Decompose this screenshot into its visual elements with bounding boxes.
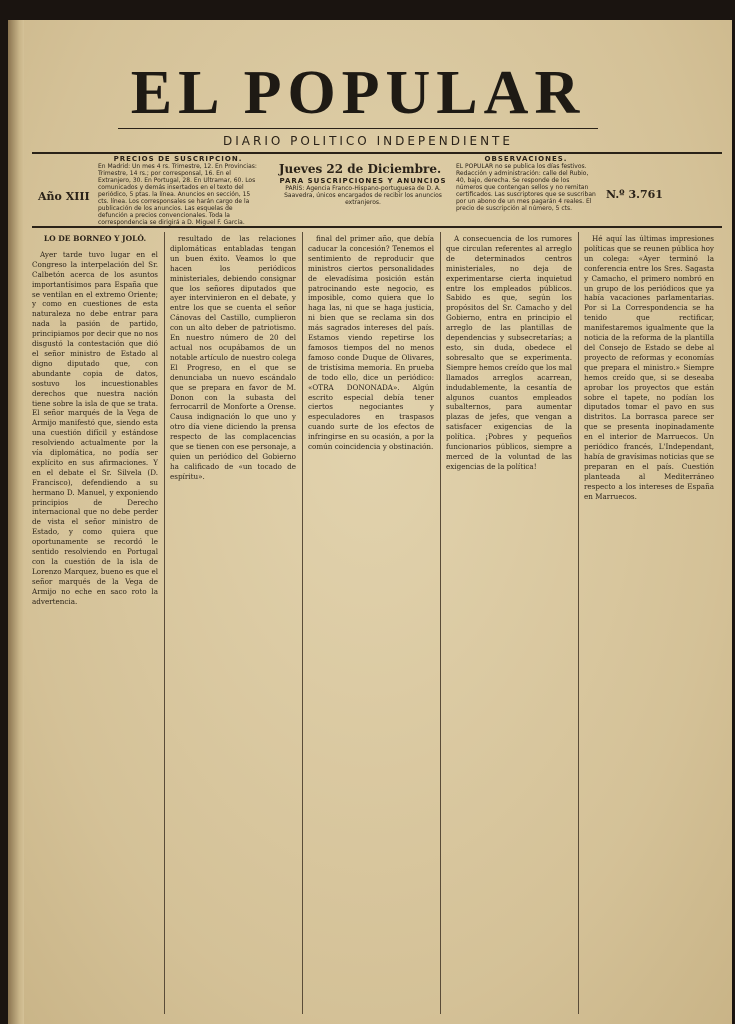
header-bottom-rule — [32, 226, 722, 228]
newspaper-page — [8, 20, 732, 1024]
subscription-prices-text: En Madrid: Un mes 4 rs. Trimestre, 12. En Provincias: Trimestre, 14 rs.; por corresponsal, 16. En el Extranjero, 30. En Portugal, 28. En Ultramar, 60. Los comunicados y demás insertados en el texto del periódico, 5 ptas. la línea. Anuncios en sección, 15 cts. línea. Los corresponsales se harán cargo de la publicación de los anuncios. Las esquelas de defunción a precios convencionales. Toda la correspondencia se dirigirá a D. Miguel F. García. — [98, 163, 257, 226]
observations-title: OBSERVACIONES. — [484, 155, 568, 163]
article-text: final del primer año, que debía caducar la concesión? Tenemos el sentimiento de reproducir que ministros ciertos personalidades de elevadísima posición están patrocinando este negocio, es imposible, como quiera que lo haga las, ni que se haga justicia, ni bien que se reclama sin dos más sagrados intereses del país. Estamos viendo repetirse los famosos tiempos del no menos famoso conde Duque de Olivares, de tristísima memoria. En prueba de todo ello, dice un periódico: «OTRA DONONADA». Algún escrito especial debía tener ciertos negociantes y especuladores en traspasos cuando surte de los efectos de infringirse en su ocasión, a por la común coincidencia y obstinación. — [308, 234, 434, 452]
binding-gutter — [8, 20, 24, 1024]
observations-box — [456, 156, 596, 212]
article-text: resultado de las relaciones diplomáticas entabladas tengan un buen éxito. Veamos lo que hacen los periódicos ministeriales, debiendo consignar que los señores diputados que ayer intervinieron en el debate, y entre los que se cuenta el señor Cánovas del Castillo, cumplieron con un alto deber de patriotismo. En nuestro número de 20 del actual nos ocupábamos de un notable artículo de nuestro colega El Progreso, en el que se denunciaba un nuevo escándalo que se prepara en favor de M. Donon con la subasta del ferrocarril de Monforte a Orense. Causa indignación lo que uno y otro día viene diciendo la prensa respecto de las complacencias que se tienen con ese personaje, a quien un periódico del Gobierno ha calificado de «un tocado de espíritu». — [170, 234, 296, 481]
masthead-title: EL POPULAR — [130, 59, 586, 127]
subscriptions-box — [278, 178, 448, 206]
article-text: Ayer tarde tuvo lugar en el Congreso la interpelación del Sr. Calbetón acerca de los asuntos importantísimos para España que se ventilan en el extremo Oriente; y como en cuestiones de esta naturaleza no debe entrar para nada la pasión de partido, principiamos por decir que no nos disgustó la contestación que dió el señor ministro de Estado al digno diputado que, con abundante copia de datos, sostuvo los incuestionables derechos que nuestra nación tiene sobre la isla de que se trata. El señor marqués de la Vega de Armijo manifestó que, siendo esta una cuestión difícil y estándose resolviendo actualmente por la vía diplomática, no podía ser explícito en sus afirmaciones. Y en el debate el Sr. Silvela (D. Francisco), defendiendo a su hermano D. Manuel, y exponiendo principios de Derecho internacional que no debe perder de vista el señor ministro de Estado, y como quiera que oportunamente se recordó le sentido resolviendo en Portugal con la cuestión de la isla de Lorenzo Marquez, bueno es que el señor marqués de la Vega de Armijo no eche en saco roto la advertencia. — [32, 249, 158, 606]
column-divider — [578, 232, 579, 1014]
column-divider — [164, 232, 165, 1014]
subscriptions-title: PARA SUSCRIPCIONES Y ANUNCIOS — [279, 177, 447, 185]
article-text: Hé aquí las últimas impresiones políticas que se reunen pública hoy un colega: «Ayer terminó la conferencia entre los Sres. Sagasta y Camacho, el primero nombró en un grupo de los periódicos que ya había vacaciones parlamentarias. Por si La Correspondencia se ha tenido que rectificar, manifestaremos igualmente que la noticia de la reforma de la plantilla del Consejo de Estado se debe al proyecto de reformas y economías que prepara el ministro.» Siempre hemos creído que, si se deseaba aprobar los proyectos que están sobre el tapete, no podían los diputados tomar el pavo en sus distritos. La borrasca parece ser que se presenta inopinadamente en el interior de Marruecos. Un periódico francés, L'Independant, había de gravísimas noticias que se preparan en el país. Cuestión planteada al Mediterráneo respecto a los intereses de España en Marruecos. — [584, 234, 714, 501]
column-3 — [308, 234, 434, 1014]
year-label: Año XIII — [38, 190, 90, 203]
observations-text: EL POPULAR no se publica los días festivos. Redacción y administración: calle del Rubio, 40, bajo, derecha. Se responde de los números que contengan sellos y no remitan certificados. Las suscriptores que se suscriban por un abono de un mes pagarán 4 reales. El precio de suscripción al número, 5 cts. — [456, 163, 596, 212]
article-text: A consecuencia de los rumores que circulan referentes al arreglo de determinados centros ministeriales, no deja de experimentarse cierta inquietud entre los empleados públicos. Sabido es que, según los propósitos del Sr. Camacho y del Gobierno, entra en principio el arreglo de las plantillas de dependencias y subsecretarías; a esto, sin duda, obedece el sobresalto que se experimenta. Siempre hemos creído que los mal llamados arreglos acarrean, indudablemente, la cesantía de algunos cuantos empleados subalternos, para aumentar plazas de jefes, que vengan a satisfacer exigencias de la política. ¡Pobres y pequeños funcionarios públicos, siempre a merced de la voluntad de las exigencias de la política! — [446, 234, 572, 471]
subscriptions-text: PARÍS: Agencia Franco-Hispano-portuguesa de D. A. Saavedra, únicos encargados de recibir los anuncios extranjeros. — [284, 185, 442, 206]
header-top-rule — [32, 152, 722, 154]
masthead-subtitle: DIARIO POLITICO INDEPENDIENTE — [223, 134, 513, 148]
column-2 — [170, 234, 296, 1014]
article-heading: LO DE BORNEO Y JOLÓ. — [43, 234, 147, 243]
column-divider — [440, 232, 441, 1014]
column-1 — [32, 234, 158, 1014]
issue-date: Jueves 22 de Diciembre. — [278, 162, 442, 176]
column-5 — [584, 234, 714, 1014]
masthead-rule — [118, 128, 598, 129]
subscription-prices-box — [98, 156, 258, 226]
issue-number: N.º 3.761 — [606, 188, 663, 201]
column-divider — [302, 232, 303, 1014]
subscription-prices-title: PRECIOS DE SUSCRIPCION. — [113, 155, 243, 163]
column-4 — [446, 234, 572, 1014]
